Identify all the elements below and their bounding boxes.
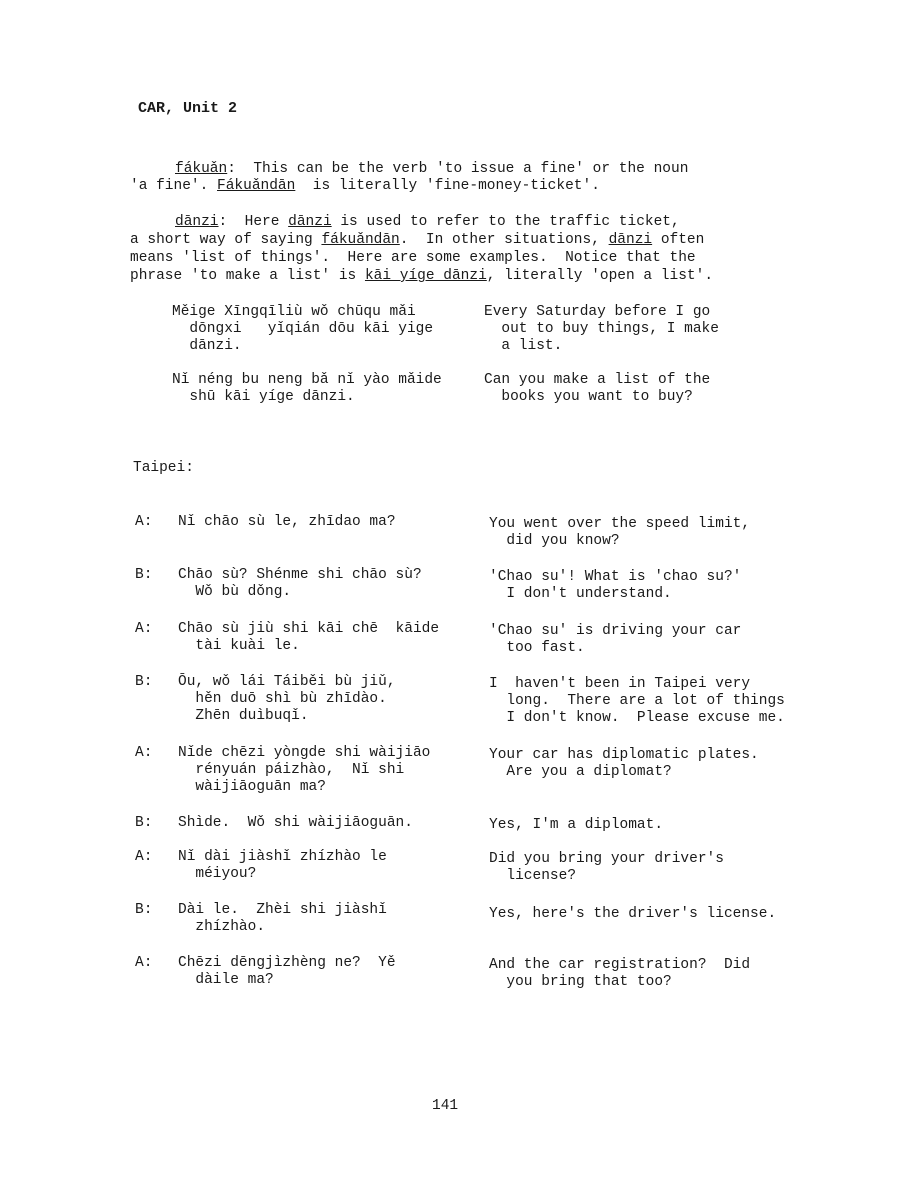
dialogue-pinyin: Dài le. Zhèi shi jiàshǐ zhízhào. bbox=[178, 902, 387, 935]
danzi-note-line-4 bbox=[130, 268, 713, 285]
dialogue-english: Did you bring your driver's license? bbox=[489, 851, 724, 884]
speaker-label: B: bbox=[135, 815, 153, 831]
dialogue-pinyin: Chāo sù? Shénme shi chāo sù? Wǒ bù dǒng. bbox=[178, 567, 422, 600]
fakuan-note-line-1 bbox=[175, 161, 688, 178]
fakuan-text-2a: 'a fine'. bbox=[130, 178, 218, 194]
speaker-label: A: bbox=[135, 955, 153, 971]
example-2-pinyin: Nǐ néng bu neng bǎ nǐ yào mǎide shū kāi yíge dānzi. bbox=[172, 372, 442, 405]
term-danzi-d: dānzi bbox=[608, 232, 653, 248]
dialogue-english: Yes, here's the driver's license. bbox=[489, 906, 777, 922]
term-fakuandan-b: fákuǎndān bbox=[321, 232, 400, 248]
danzi-text-2a: a short way of saying bbox=[130, 232, 322, 248]
page-number: 141 bbox=[432, 1098, 459, 1114]
fakuan-note-line-2 bbox=[130, 178, 600, 195]
dialogue-english: 'Chao su'! What is 'chao su?' I don't understand. bbox=[489, 569, 742, 602]
dialogue-pinyin: Chēzi dēngjìzhèng ne? Yě dàile ma? bbox=[178, 955, 396, 988]
danzi-text-2c: often bbox=[652, 232, 705, 248]
example-1-english: Every Saturday before I go out to buy things, I make a list. bbox=[484, 304, 719, 354]
example-2-english: Can you make a list of the books you want to buy? bbox=[484, 372, 711, 405]
dialogue-english: Your car has diplomatic plates. Are you a diplomat? bbox=[489, 747, 759, 780]
danzi-note-line-1 bbox=[175, 214, 680, 231]
term-kai-yige-danzi: kāi yíge dānzi bbox=[364, 268, 487, 284]
dialogue-english: And the car registration? Did you bring that too? bbox=[489, 957, 751, 990]
dialogue-pinyin: Nǐ chāo sù le, zhīdao ma? bbox=[178, 514, 396, 530]
dialogue-pinyin: Chāo sù jiù shi kāi chē kāide tài kuài le. bbox=[178, 621, 440, 654]
term-fakuandan: Fákuǎndān bbox=[217, 178, 296, 194]
term-danzi-b: dānzi bbox=[288, 214, 332, 230]
dialogue-pinyin: Nǐ dài jiàshǐ zhízhào le méiyou? bbox=[178, 849, 387, 882]
dialogue-english: Yes, I'm a diplomat. bbox=[489, 817, 664, 833]
speaker-label: A: bbox=[135, 621, 153, 637]
speaker-label: A: bbox=[135, 849, 153, 865]
speaker-label: B: bbox=[135, 567, 153, 583]
term-fakuan: fákuǎn bbox=[175, 161, 228, 177]
dialogue-pinyin: Nǐde chēzi yòngde shi wàijiāo rényuán páizhào, Nǐ shi wàijiāoguān ma? bbox=[178, 745, 431, 795]
speaker-label: A: bbox=[135, 514, 153, 530]
danzi-text-2b: . In other situations, bbox=[399, 232, 609, 248]
speaker-label: B: bbox=[135, 674, 153, 690]
danzi-note-line-3: means 'list of things'. Here are some examples. Notice that the bbox=[130, 250, 696, 266]
example-1-pinyin: Měige Xīngqīliù wǒ chūqu mǎi dōngxi yǐqián dōu kāi yige dānzi. bbox=[172, 304, 434, 354]
danzi-text-1a: : Here bbox=[218, 214, 289, 230]
dialogue-english: You went over the speed limit, did you know? bbox=[489, 516, 751, 549]
speaker-label: A: bbox=[135, 745, 153, 761]
danzi-text-1b: is used to refer to the traffic ticket, bbox=[331, 214, 680, 230]
fakuan-text-1: : This can be the verb 'to issue a fine' or the noun bbox=[227, 161, 689, 177]
section-label-taipei: Taipei: bbox=[133, 460, 194, 476]
fakuan-text-2b: is literally 'fine-money-ticket'. bbox=[295, 178, 600, 194]
dialogue-pinyin: Shìde. Wǒ shi wàijiāoguān. bbox=[178, 815, 413, 831]
dialogue-english: 'Chao su' is driving your car too fast. bbox=[489, 623, 742, 656]
speaker-label: B: bbox=[135, 902, 153, 918]
dialogue-english: I haven't been in Taipei very long. There are a lot of things I don't know. Please excuse me. bbox=[489, 676, 785, 726]
term-danzi: dānzi bbox=[175, 214, 219, 230]
danzi-text-4a: phrase 'to make a list' is bbox=[130, 268, 365, 284]
danzi-note-line-2 bbox=[130, 232, 704, 249]
dialogue-pinyin: Ōu, wǒ lái Táiběi bù jiǔ, hěn duō shì bù zhīdào. Zhēn duìbuqǐ. bbox=[178, 674, 396, 724]
danzi-text-4b: , literally 'open a list'. bbox=[486, 268, 714, 284]
page-header: CAR, Unit 2 bbox=[138, 100, 238, 117]
